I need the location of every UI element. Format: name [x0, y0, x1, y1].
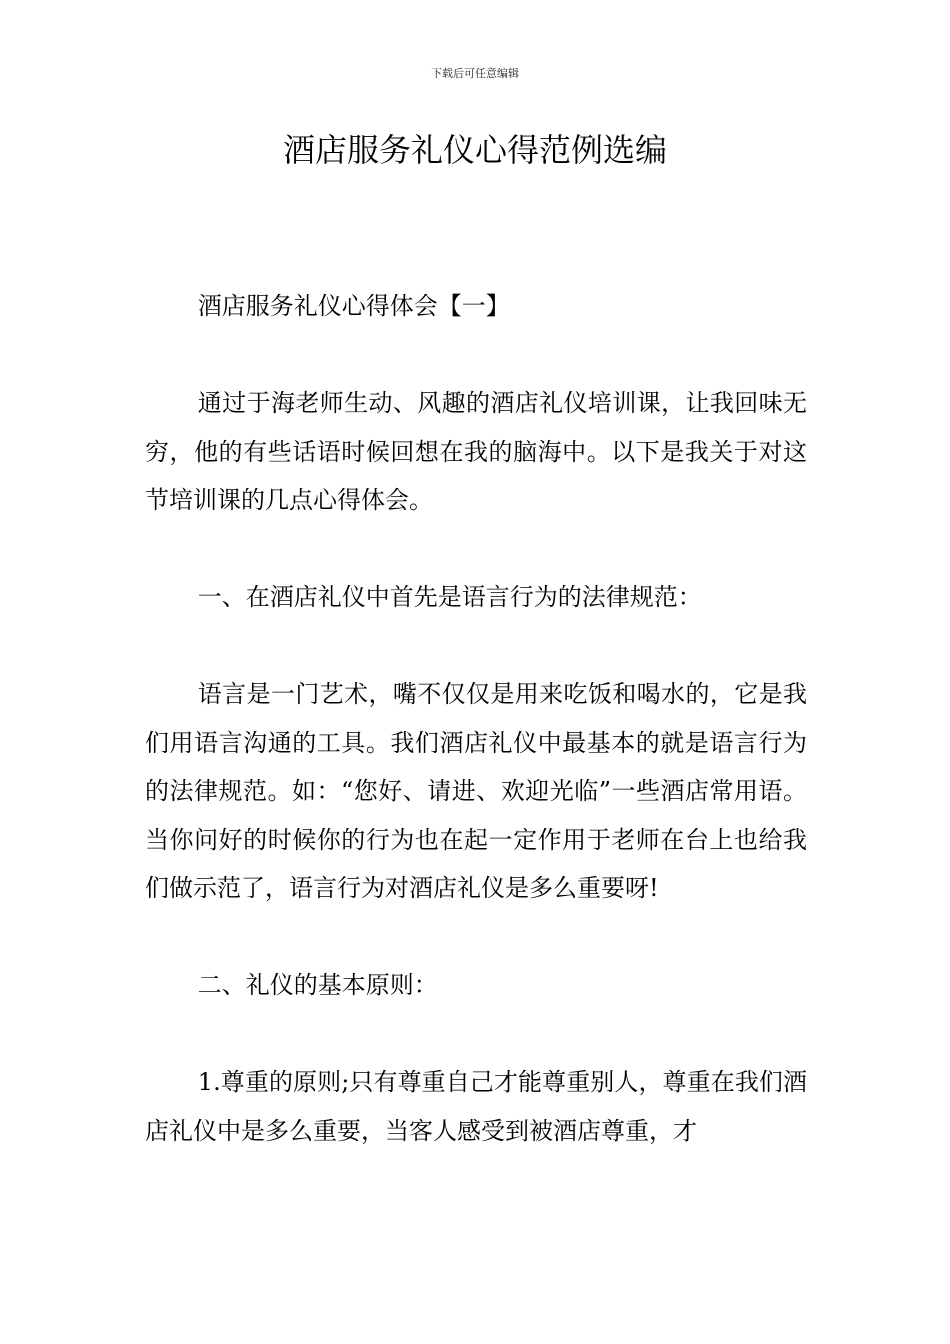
intro-paragraph: 通过于海老师生动、风趣的酒店礼仪培训课，让我回味无穷，他的有些话语时候回想在我的脑海中。以下是我关于对这节培训课的几点心得体会。 [145, 389, 807, 514]
point-two-heading: 二、礼仪的基本原则： [197, 971, 438, 999]
document-title: 酒店服务礼仪心得范例选编 [282, 131, 667, 169]
header-note: 下载后可任意编辑 [431, 67, 519, 80]
point-one-paragraph: 语言是一门艺术，嘴不仅仅是用来吃饭和喝水的，它是我们用语言沟通的工具。我们酒店礼仪中最基本的就是语言行为的法律规范。如：“您好、请进、欢迎光临”一些酒店常用语。当你问好的时候你的行为也在起一定作用于老师在台上也给我们做示范了，语言行为对酒店礼仪是多么重要呀! [145, 680, 807, 902]
section-heading-one: 酒店服务礼仪心得体会【一】 [197, 292, 510, 320]
point-one-heading: 一、在酒店礼仪中首先是语言行为的法律规范： [197, 583, 702, 611]
principle-one-paragraph: 1.尊重的原则;只有尊重自己才能尊重别人，尊重在我们酒店礼仪中是多么重要，当客人感受到被酒店尊重，才 [145, 1068, 807, 1145]
document-body [145, 282, 807, 1155]
